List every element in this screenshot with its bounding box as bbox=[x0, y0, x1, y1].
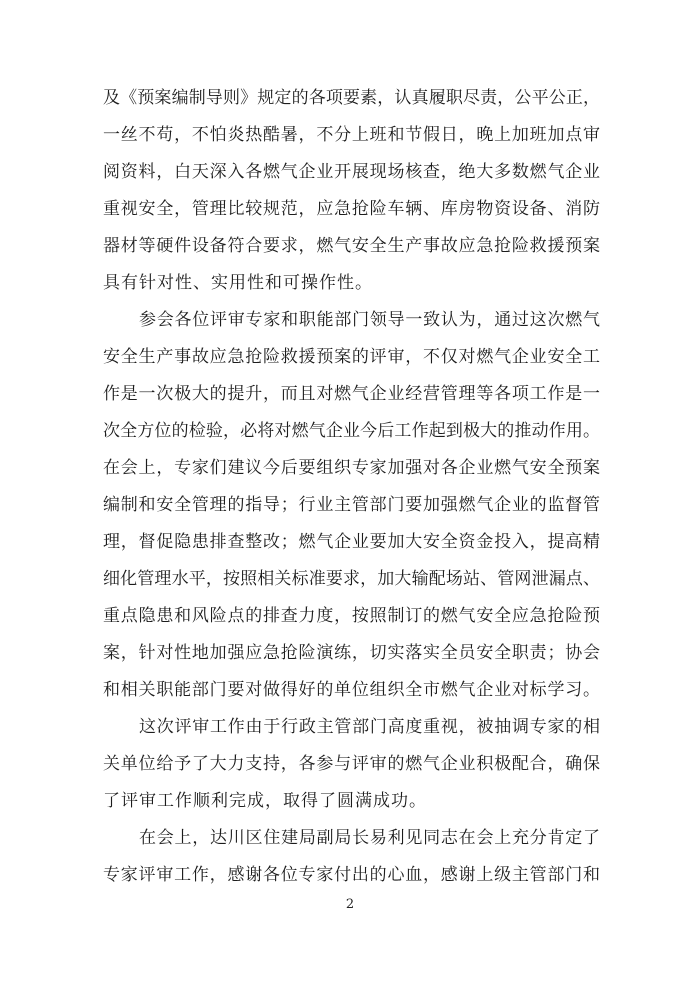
text-line: 编制和安全管理的指导；行业主管部门要加强燃气企业的监督管 bbox=[103, 495, 600, 515]
text-line: 了评审工作顺利完成，取得了圆满成功。 bbox=[103, 791, 427, 811]
text-line: 关单位给予了大力支持，各参与评审的燃气企业积极配合，确保 bbox=[103, 754, 600, 774]
text-block bbox=[103, 80, 600, 894]
text-line: 这次评审工作由于行政主管部门高度重视，被抽调专家的相 bbox=[139, 717, 600, 737]
text-line: 器材等硬件设备符合要求，燃气安全生产事故应急抢险救援预案 bbox=[103, 236, 600, 256]
page-number: 2 bbox=[345, 897, 355, 912]
paragraph bbox=[103, 820, 600, 894]
text-line: 及《预案编制导则》规定的各项要素，认真履职尽责，公平公正， bbox=[103, 88, 600, 108]
text-line: 阅资料，白天深入各燃气企业开展现场核查，绝大多数燃气企业 bbox=[103, 162, 600, 182]
text-line: 重点隐患和风险点的排查力度，按照制订的燃气安全应急抢险预 bbox=[103, 606, 600, 626]
text-line: 在会上，达川区住建局副局长易利见同志在会上充分肯定了 bbox=[139, 828, 600, 848]
text-line: 安全生产事故应急抢险救援预案的评审，不仅对燃气企业安全工 bbox=[103, 347, 600, 367]
text-line: 细化管理水平，按照相关标准要求，加大输配场站、管网泄漏点、 bbox=[103, 569, 600, 589]
text-line: 参会各位评审专家和职能部门领导一致认为，通过这次燃气 bbox=[139, 310, 600, 330]
paragraph bbox=[103, 302, 600, 709]
paragraph bbox=[103, 709, 600, 820]
text-line: 和相关职能部门要对做得好的单位组织全市燃气企业对标学习。 bbox=[103, 680, 600, 700]
text-line: 理，督促隐患排查整改；燃气企业要加大安全资金投入，提高精 bbox=[103, 532, 600, 552]
paragraph-continuation bbox=[103, 80, 600, 302]
text-line: 专家评审工作，感谢各位专家付出的心血，感谢上级主管部门和 bbox=[103, 865, 600, 885]
text-line: 次全方位的检验，必将对燃气企业今后工作起到极大的推动作用。 bbox=[103, 421, 600, 441]
text-line: 一丝不苟，不怕炎热酷暑，不分上班和节假日，晚上加班加点审 bbox=[103, 125, 600, 145]
text-line: 具有针对性、实用性和可操作性。 bbox=[103, 273, 373, 293]
text-line: 重视安全，管理比较规范，应急抢险车辆、库房物资设备、消防 bbox=[103, 199, 600, 219]
text-line: 作是一次极大的提升，而且对燃气企业经营管理等各项工作是一 bbox=[103, 384, 600, 404]
text-line: 在会上，专家们建议今后要组织专家加强对各企业燃气安全预案 bbox=[103, 458, 600, 478]
text-line: 案，针对性地加强应急抢险演练，切实落实全员安全职责；协会 bbox=[103, 643, 600, 663]
